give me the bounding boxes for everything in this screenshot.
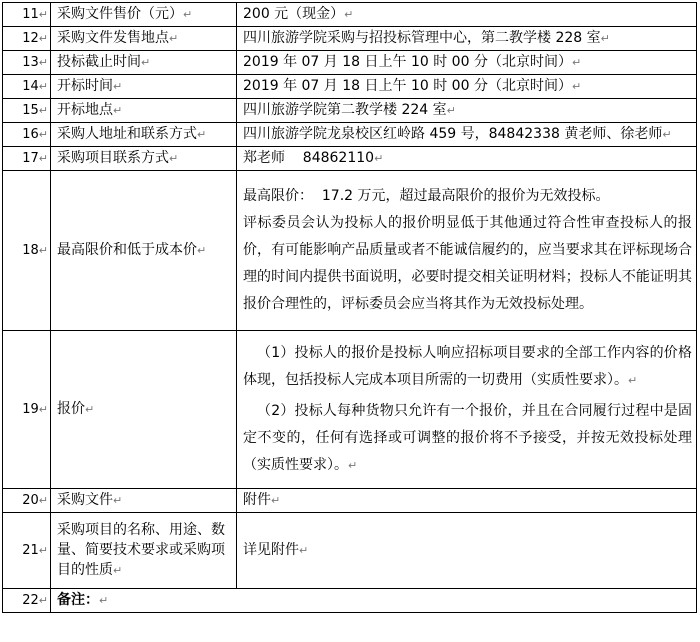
row-label: 最高限价和低于成本价↵ bbox=[51, 171, 237, 331]
row-number: 20↵ bbox=[3, 489, 51, 513]
row-value: 四川旅游学院采购与招投标管理中心，第二教学楼 228 室↵ bbox=[237, 27, 697, 51]
table-row bbox=[3, 147, 697, 171]
row-label: 采购文件售价（元）↵ bbox=[51, 3, 237, 27]
row-label: 开标地点↵ bbox=[51, 99, 237, 123]
table-row bbox=[3, 3, 697, 27]
row-value: 郑老师 84862110↵ bbox=[237, 147, 697, 171]
row-number: 17↵ bbox=[3, 147, 51, 171]
low-price-rule-text: 评标委员会认为投标人的报价明显低于其他通过符合性审查投标人的报价，有可能影响产品质量或者不能诚信履约的，应当要求其在评标现场合理的时间内提供书面说明，必要时提交相关证明材料；投标人不能证明其报价合理性的，评标委员会应当将其作为无效投标处理。 bbox=[243, 215, 692, 312]
row-label: 采购项目联系方式↵ bbox=[51, 147, 237, 171]
row-value: 200 元（现金）↵ bbox=[237, 3, 697, 27]
table-row bbox=[3, 51, 697, 75]
row-number: 11↵ bbox=[3, 3, 51, 27]
row-number: 15↵ bbox=[3, 99, 51, 123]
row-value: 2019 年 07 月 18 日上午 10 时 00 分（北京时间）↵ bbox=[237, 51, 697, 75]
row-value: 四川旅游学院第二教学楼 224 室↵ bbox=[237, 99, 697, 123]
table-row bbox=[3, 171, 697, 331]
row-value: 四川旅游学院龙泉校区红岭路 459 号，84842338 黄老师、徐老师↵ bbox=[237, 123, 697, 147]
row-label: 备注：↵ bbox=[51, 589, 697, 613]
row-value: 2019 年 07 月 18 日上午 10 时 00 分（北京时间）↵ bbox=[237, 75, 697, 99]
row-number: 12↵ bbox=[3, 27, 51, 51]
row-label: 采购项目的名称、用途、数量、简要技术要求或采购项目的性质↵ bbox=[51, 513, 237, 589]
table-row bbox=[3, 589, 697, 613]
row-value: 附件↵ bbox=[237, 489, 697, 513]
table-row bbox=[3, 489, 697, 513]
row-value bbox=[237, 171, 697, 331]
quote-clause-2: （2）投标人每种货物只允许有一个报价，并且在合同履行过程中是固定不变的，任何有选择或可调整的报价将不予接受，并按无效投标处理（实质性要求）。↵ bbox=[243, 403, 692, 473]
row-number: 14↵ bbox=[3, 75, 51, 99]
row-label: 采购文件↵ bbox=[51, 489, 237, 513]
row-label: 开标时间↵ bbox=[51, 75, 237, 99]
price-cap-text: 最高限价： 17.2 万元，超过最高限价的报价为无效投标。 bbox=[243, 188, 610, 204]
table-row bbox=[3, 513, 697, 589]
row-value: 详见附件↵ bbox=[237, 513, 697, 589]
remarks-label: 备注： bbox=[57, 592, 99, 608]
procurement-info-table bbox=[2, 2, 697, 613]
table-row bbox=[3, 99, 697, 123]
row-label: 投标截止时间↵ bbox=[51, 51, 237, 75]
table-row bbox=[3, 331, 697, 489]
row-number: 18↵ bbox=[3, 171, 51, 331]
row-label: 采购人地址和联系方式↵ bbox=[51, 123, 237, 147]
row-value bbox=[237, 331, 697, 489]
row-number: 22↵ bbox=[3, 589, 51, 613]
table-row bbox=[3, 27, 697, 51]
row-number: 19↵ bbox=[3, 331, 51, 489]
row-label: 采购文件发售地点↵ bbox=[51, 27, 237, 51]
row-number: 13↵ bbox=[3, 51, 51, 75]
table-row bbox=[3, 123, 697, 147]
quote-clause-1: （1）投标人的报价是投标人响应招标项目要求的全部工作内容的价格体现，包括投标人完成本项目所需的一切费用（实质性要求）。↵ bbox=[243, 345, 692, 388]
row-number: 21↵ bbox=[3, 513, 51, 589]
row-number: 16↵ bbox=[3, 123, 51, 147]
row-label: 报价↵ bbox=[51, 331, 237, 489]
table-row bbox=[3, 75, 697, 99]
